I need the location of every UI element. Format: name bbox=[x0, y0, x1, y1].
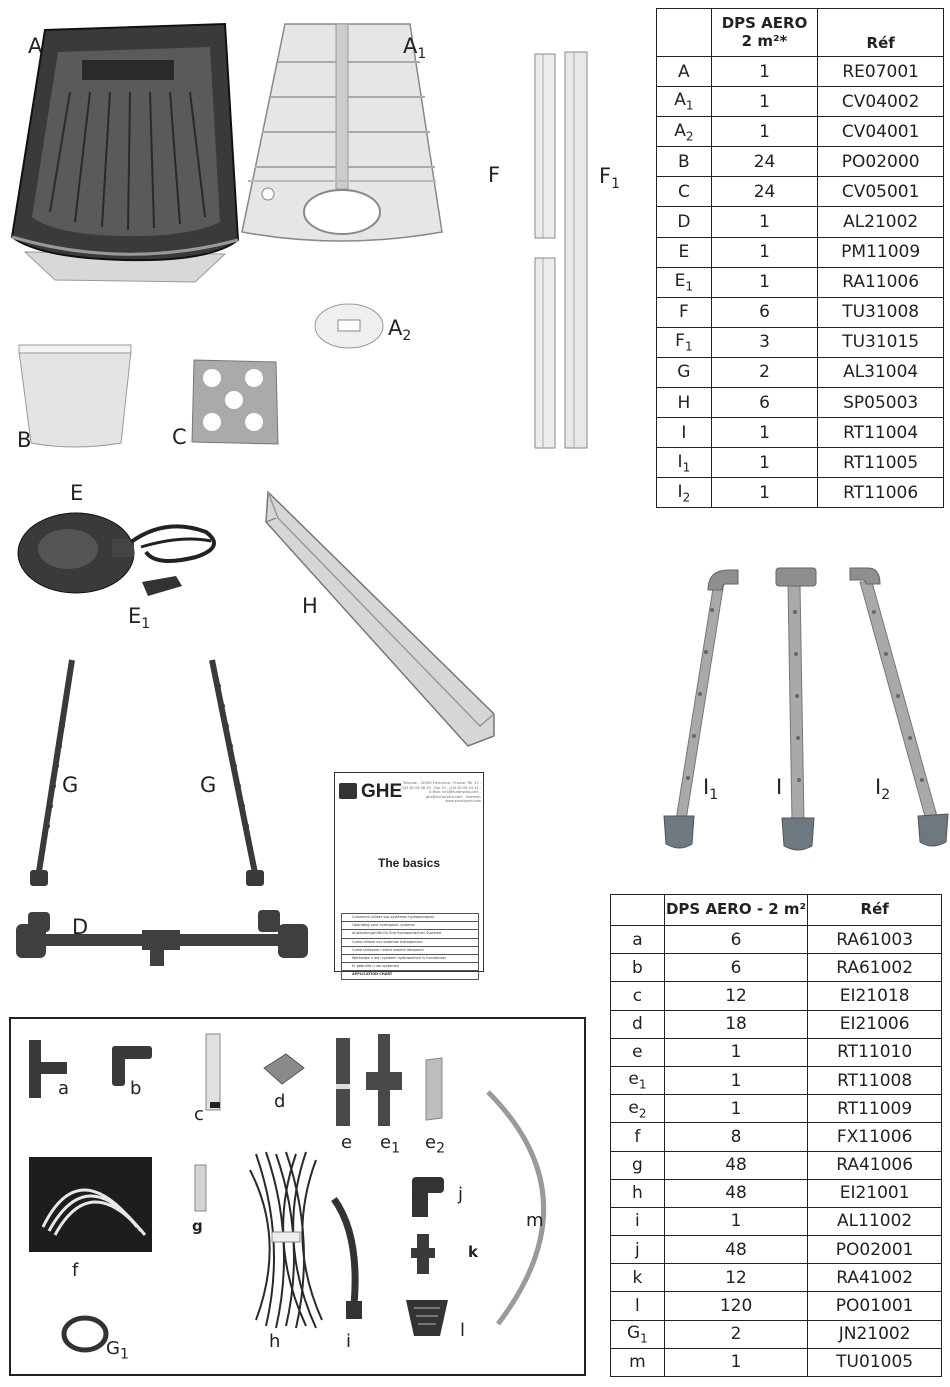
reference-cell: RA41002 bbox=[808, 1264, 942, 1292]
item-cell: h bbox=[611, 1179, 665, 1207]
item-cell: b bbox=[611, 954, 665, 982]
item-cell: A bbox=[657, 57, 712, 87]
channels-f-illustration bbox=[525, 50, 605, 450]
cap-e2-illustration bbox=[422, 1056, 446, 1122]
quantity-cell: 2 bbox=[711, 357, 818, 387]
table-row bbox=[611, 982, 942, 1010]
toc-item: Werkwijze u een systeem hydroponisch is functioneel bbox=[341, 954, 479, 962]
quantity-cell: 2 bbox=[664, 1320, 807, 1348]
item-cell: $I_1$ bbox=[657, 448, 712, 478]
item-cell: C bbox=[657, 177, 712, 207]
parts-table-main bbox=[656, 8, 944, 508]
table-row bbox=[657, 357, 944, 387]
quantity-cell: 12 bbox=[664, 982, 807, 1010]
quantity-cell: 1 bbox=[711, 478, 818, 508]
table-row bbox=[657, 117, 944, 147]
stake-g-illustration bbox=[193, 1163, 209, 1213]
item-cell: g bbox=[611, 1151, 665, 1179]
label-i-small: i bbox=[346, 1331, 352, 1352]
item-cell: $A_1$ bbox=[657, 87, 712, 117]
label-e-small: e bbox=[341, 1132, 353, 1153]
quantity-cell: 48 bbox=[664, 1151, 807, 1179]
item-cell: $I_2$ bbox=[657, 478, 712, 508]
reference-cell: SP05003 bbox=[818, 388, 944, 418]
label-a: A bbox=[28, 34, 43, 58]
label-b: B bbox=[17, 428, 32, 452]
pipe-e-illustration bbox=[334, 1036, 352, 1128]
manual-booklet bbox=[334, 772, 484, 977]
quantity-cell: 1 bbox=[711, 267, 818, 297]
label-g-left: G bbox=[62, 773, 79, 797]
clips-f-illustration bbox=[29, 1157, 152, 1252]
table-row bbox=[611, 954, 942, 982]
reference-cell: FX11006 bbox=[808, 1123, 942, 1151]
item-cell: k bbox=[611, 1264, 665, 1292]
table-row bbox=[657, 418, 944, 448]
table1-header-kit: DPS AERO 2 m²* bbox=[711, 9, 818, 57]
label-a1: $A_1$ bbox=[403, 34, 427, 63]
booklet-brand: GHE bbox=[361, 781, 403, 802]
quantity-cell: 18 bbox=[664, 1010, 807, 1038]
item-cell: $A_2$ bbox=[657, 117, 712, 147]
fitting-e1-illustration bbox=[138, 572, 188, 602]
table-row bbox=[611, 1292, 942, 1320]
label-d: D bbox=[72, 915, 89, 939]
tee-pipe-e1-illustration bbox=[364, 1032, 404, 1128]
toc-item: Operating your hydroponic systems bbox=[341, 921, 479, 929]
quantity-cell: 1 bbox=[711, 57, 818, 87]
label-g1-small: $G_1$ bbox=[106, 1338, 129, 1363]
table-row bbox=[657, 297, 944, 327]
quantity-cell: 1 bbox=[711, 418, 818, 448]
label-c-small: c bbox=[194, 1104, 204, 1125]
item-cell: m bbox=[611, 1348, 665, 1376]
table1-header-ref: Réf bbox=[818, 9, 944, 57]
reference-cell: EI21001 bbox=[808, 1179, 942, 1207]
netpot-l-illustration bbox=[404, 1296, 450, 1340]
quantity-cell: 3 bbox=[711, 327, 818, 357]
reference-cell: RT11004 bbox=[818, 418, 944, 448]
table-row bbox=[657, 327, 944, 357]
label-k-small: k bbox=[468, 1243, 478, 1261]
booklet-address: Brioude - 32500 Fleurance - France. Tel. 33 - (0)5 62 06 08 30 - Fax 33 - (0)5 62 06 54 34 - E-Mail: info@eurohydro.com - ghe@eurohydro.com - Internet: www.eurohydro.com bbox=[401, 781, 481, 803]
reference-cell: JN21002 bbox=[808, 1320, 942, 1348]
label-b-small: b bbox=[130, 1078, 142, 1099]
table-row bbox=[611, 1207, 942, 1235]
table-row bbox=[611, 1264, 942, 1292]
item-cell: i bbox=[611, 1207, 665, 1235]
quantity-cell: 6 bbox=[711, 388, 818, 418]
quantity-cell: 1 bbox=[664, 1207, 807, 1235]
reference-cell: RA61002 bbox=[808, 954, 942, 982]
item-cell: B bbox=[657, 147, 712, 177]
item-cell: $E_1$ bbox=[657, 267, 712, 297]
item-cell: e bbox=[611, 1038, 665, 1066]
reference-cell: TU31008 bbox=[818, 297, 944, 327]
toc-item: Er gebruikt u uw systemen bbox=[341, 962, 479, 970]
quantity-cell: 1 bbox=[711, 237, 818, 267]
hose-i-illustration bbox=[330, 1195, 366, 1323]
item-cell: $G_1$ bbox=[611, 1320, 665, 1348]
label-m-small: m bbox=[526, 1210, 544, 1231]
table-row bbox=[657, 177, 944, 207]
reference-cell: TU31015 bbox=[818, 327, 944, 357]
toc-item: Comment utiliser vos systèmes hydroponiques bbox=[341, 913, 479, 921]
quantity-cell: 1 bbox=[711, 207, 818, 237]
quantity-cell: 1 bbox=[711, 117, 818, 147]
reference-cell: CV05001 bbox=[818, 177, 944, 207]
pipes-i-illustration bbox=[650, 562, 950, 872]
quantity-cell: 48 bbox=[664, 1179, 807, 1207]
reference-cell: AL11002 bbox=[808, 1207, 942, 1235]
profile-h-illustration bbox=[262, 488, 497, 750]
reference-cell: AL21002 bbox=[818, 207, 944, 237]
table-row bbox=[611, 1038, 942, 1066]
ghe-logo-icon bbox=[339, 783, 357, 799]
table-row bbox=[611, 1010, 942, 1038]
item-cell: I bbox=[657, 418, 712, 448]
item-cell: c bbox=[611, 982, 665, 1010]
reference-cell: PO01001 bbox=[808, 1292, 942, 1320]
toc-item: Anwendungshilfe für Ihre hydroponischen Systeme bbox=[341, 929, 479, 937]
reference-cell: RT11009 bbox=[808, 1095, 942, 1123]
label-c: C bbox=[172, 425, 187, 449]
pot-b-illustration bbox=[17, 343, 133, 451]
quantity-cell: 6 bbox=[664, 954, 807, 982]
reference-cell: RA61003 bbox=[808, 926, 942, 954]
item-cell: D bbox=[657, 207, 712, 237]
label-g-right: G bbox=[200, 773, 217, 797]
quantity-cell: 120 bbox=[664, 1292, 807, 1320]
label-l-small: l bbox=[460, 1320, 466, 1341]
label-h-small: h bbox=[269, 1331, 281, 1352]
reference-cell: RE07001 bbox=[818, 57, 944, 87]
label-g-small: g bbox=[192, 1217, 203, 1235]
label-e2-small: $e_2$ bbox=[425, 1132, 445, 1157]
quantity-cell: 1 bbox=[664, 1348, 807, 1376]
reference-cell: RA11006 bbox=[818, 267, 944, 297]
label-e1-small: $e_1$ bbox=[380, 1132, 400, 1157]
label-f-small: f bbox=[72, 1260, 79, 1281]
table2-header-blank bbox=[611, 895, 665, 926]
reference-cell: PO02001 bbox=[808, 1236, 942, 1264]
quantity-cell: 6 bbox=[664, 926, 807, 954]
table-row bbox=[611, 1095, 942, 1123]
reference-cell: RT11010 bbox=[808, 1038, 942, 1066]
quantity-cell: 1 bbox=[711, 87, 818, 117]
quantity-cell: 6 bbox=[711, 297, 818, 327]
table-row bbox=[657, 207, 944, 237]
reference-cell: RT11008 bbox=[808, 1066, 942, 1094]
toc-item: APPLICATION CHART bbox=[341, 970, 479, 979]
label-h: H bbox=[302, 594, 318, 618]
quantity-cell: 1 bbox=[664, 1095, 807, 1123]
elbow-j-illustration bbox=[408, 1173, 446, 1219]
table-row bbox=[611, 1320, 942, 1348]
quantity-cell: 1 bbox=[711, 448, 818, 478]
pad-d-illustration bbox=[262, 1052, 306, 1086]
reference-cell: RA41006 bbox=[808, 1151, 942, 1179]
item-cell: d bbox=[611, 1010, 665, 1038]
quantity-cell: 24 bbox=[711, 177, 818, 207]
table-row bbox=[657, 237, 944, 267]
strip-c-illustration bbox=[204, 1032, 224, 1112]
label-d-small: d bbox=[274, 1091, 286, 1112]
manifold-d-illustration bbox=[14, 906, 310, 968]
table-row bbox=[611, 1348, 942, 1376]
table-row bbox=[611, 926, 942, 954]
label-a2: $A_2$ bbox=[388, 316, 412, 345]
table-row bbox=[611, 1123, 942, 1151]
table-row bbox=[611, 1066, 942, 1094]
plate-c-illustration bbox=[190, 358, 280, 446]
reference-cell: EI21018 bbox=[808, 982, 942, 1010]
label-f: F bbox=[488, 163, 501, 187]
parts-table-accessories bbox=[610, 894, 942, 1377]
quantity-cell: 8 bbox=[664, 1123, 807, 1151]
label-e1: $E_1$ bbox=[128, 604, 151, 633]
table-row bbox=[657, 478, 944, 508]
label-i2: $I_2$ bbox=[875, 775, 891, 804]
hose-m-illustration bbox=[484, 1088, 564, 1328]
reference-cell: CV04002 bbox=[818, 87, 944, 117]
toc-item: Come utilizzare i vostri sistemi idroponici bbox=[341, 946, 479, 954]
reference-cell: EI21006 bbox=[808, 1010, 942, 1038]
toc-item: Como utilizar sus sistemas hidroponicos bbox=[341, 938, 479, 946]
table-row bbox=[657, 388, 944, 418]
reference-cell: RT11005 bbox=[818, 448, 944, 478]
table-row bbox=[657, 448, 944, 478]
label-f1: $F_1$ bbox=[599, 164, 621, 193]
item-cell: H bbox=[657, 388, 712, 418]
tubes-h-illustration bbox=[246, 1150, 326, 1330]
table-row bbox=[657, 267, 944, 297]
label-a-small: a bbox=[58, 1078, 70, 1099]
reference-cell: PM11009 bbox=[818, 237, 944, 267]
table-row bbox=[657, 87, 944, 117]
item-cell: a bbox=[611, 926, 665, 954]
quantity-cell: 1 bbox=[664, 1038, 807, 1066]
item-cell: j bbox=[611, 1236, 665, 1264]
reference-cell: RT11006 bbox=[818, 478, 944, 508]
label-e: E bbox=[70, 481, 84, 505]
table2-header-kit: DPS AERO - 2 m² bbox=[664, 895, 807, 926]
table-row bbox=[657, 57, 944, 87]
label-i: I bbox=[776, 775, 783, 799]
booklet-toc bbox=[341, 913, 479, 980]
quantity-cell: 24 bbox=[711, 147, 818, 177]
item-cell: $e_1$ bbox=[611, 1066, 665, 1094]
item-cell: G bbox=[657, 357, 712, 387]
item-cell: E bbox=[657, 237, 712, 267]
booklet-title: The basics bbox=[377, 856, 441, 870]
quantity-cell: 1 bbox=[664, 1066, 807, 1094]
item-cell: F bbox=[657, 297, 712, 327]
item-cell: f bbox=[611, 1123, 665, 1151]
table-row bbox=[611, 1179, 942, 1207]
tray-a-illustration bbox=[10, 22, 240, 287]
reference-cell: PO02000 bbox=[818, 147, 944, 177]
connector-k-illustration bbox=[408, 1232, 438, 1276]
label-j-small: j bbox=[458, 1184, 464, 1205]
reference-cell: CV04001 bbox=[818, 117, 944, 147]
table1-header-blank bbox=[657, 9, 712, 57]
pump-e-illustration bbox=[16, 507, 226, 599]
quantity-cell: 48 bbox=[664, 1236, 807, 1264]
table-row bbox=[657, 147, 944, 177]
table-row bbox=[611, 1151, 942, 1179]
reference-cell: TU01005 bbox=[808, 1348, 942, 1376]
table-row bbox=[611, 1236, 942, 1264]
oring-g1-illustration bbox=[60, 1314, 110, 1354]
reference-cell: AL31004 bbox=[818, 357, 944, 387]
quantity-cell: 12 bbox=[664, 1264, 807, 1292]
item-cell: $F_1$ bbox=[657, 327, 712, 357]
table2-header-ref: Réf bbox=[808, 895, 942, 926]
item-cell: l bbox=[611, 1292, 665, 1320]
item-cell: $e_2$ bbox=[611, 1095, 665, 1123]
cap-a2-illustration bbox=[313, 302, 385, 350]
label-i1: $I_1$ bbox=[703, 775, 719, 804]
